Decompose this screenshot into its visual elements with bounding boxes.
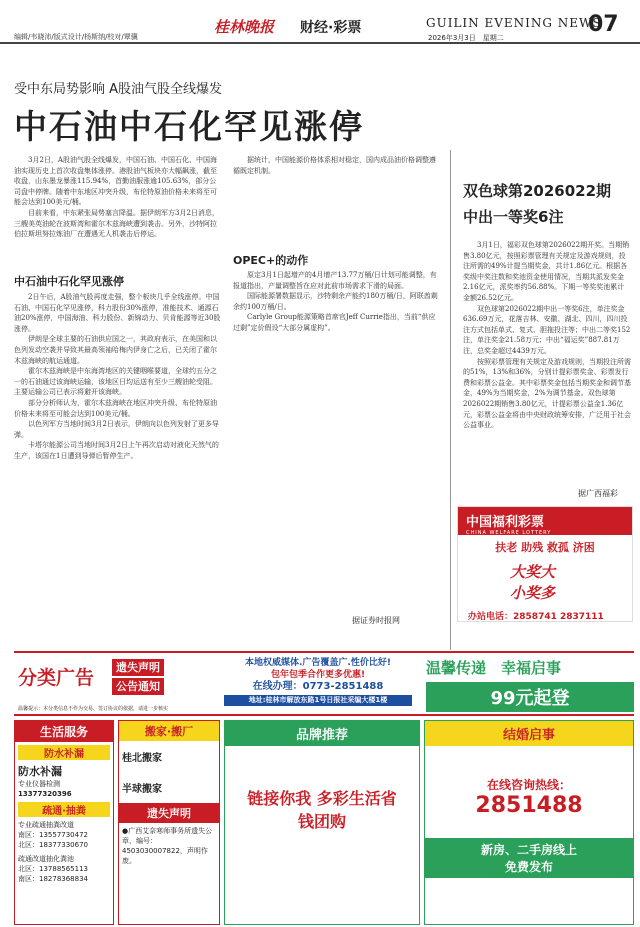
page-header — [0, 0, 640, 44]
pipe-south: 南区：13557730472 — [18, 831, 88, 839]
moving-ad — [118, 720, 220, 925]
pipe2-south: 南区：18278368834 — [18, 875, 88, 883]
welfare-banner — [458, 507, 632, 535]
paragraph: 3月2日，A股油气股全线爆发，中国石油、中国石化、中国海油实现历史上首次收盘集体涨停。港股油气板块亦大幅飙涨，截至收盘，山东墨龙暴涨115.94%，首勤油服涨逾105.63%，部分公司盘中停牌。随着中东地区冲突升级，布伦特原油价格未来将至可能会达到100美元/桶。 — [14, 156, 217, 207]
group-buy-slogan: 链接你我 多彩生活省钱团购 — [247, 789, 397, 831]
welfare-tagline — [510, 561, 632, 603]
ads-grid — [14, 720, 634, 925]
promo-2: 幸福启事 — [501, 659, 562, 677]
subheading: OPEC+的动作 — [233, 254, 309, 267]
welfare-english: CHINA WELFARE LOTTERY — [466, 530, 552, 536]
lottery-headline — [463, 178, 611, 230]
promo-price: 99元起登 — [426, 682, 634, 712]
column-divider — [450, 150, 451, 650]
housing-line1: 新房、二手房线上 — [480, 843, 577, 857]
paragraph: 按照彩票管理有关规定及游戏规则，当期投注所需的51%，13%和36%，分别计提彩票奖金、彩票发行费和彩票公益金。其中彩票奖金包括当期奖金和调节基金，49%为当期奖金，2%为调节基金。双色球第2026022期销售3.80亿元，计提彩票公益金1.36亿元，彩票公益金将由中央财政统筹安排，广泛用于社会公益事业。 — [463, 357, 631, 430]
tagline-2: 小奖多 — [510, 584, 556, 602]
housing-line2: 免费发布 — [504, 860, 553, 874]
classified-info — [224, 657, 412, 706]
paragraph: 目前来看，中东紧张局势塞言降温。据伊朗军方3月2日消息，三艘美英油轮在波斯湾和霍尔木兹海峡遭到袭击。另外，沙特阿拉伯拉斯坦努拉炼油厂在遭遇无人机袭击后停运。 — [14, 208, 219, 239]
subheading: 中石油中石化罕见涨停 — [14, 275, 124, 288]
page-number: 07 — [588, 12, 619, 37]
moving-header: 搬家·搬厂 — [119, 721, 219, 741]
pipe2-name: 疏通改道抽化粪池 — [18, 855, 74, 863]
paragraph: 伊朗是全球主要的石油供应国之一，其政府表示，在美国和以色列发动空袭并导致其最高领袖哈梅内伊身亡之后，已关闭了霍尔木兹海峡的航运通道。 — [14, 335, 217, 365]
welfare-name: 中国福利彩票 — [466, 515, 545, 530]
lost-notice: ●广西艾奈寒师事务所遗失公章，编号：4503030007822，声明作废。 — [122, 827, 213, 865]
lottery-article — [463, 240, 631, 480]
info-line3: 在线办理：0773-2851488 — [252, 681, 384, 692]
welfare-lottery-ad — [457, 506, 633, 622]
pipe2-north: 北区：13788565113 — [18, 865, 88, 873]
classified-tags — [112, 659, 164, 697]
paragraph: 霍尔木兹海峡是中东海湾地区的关键咽喉要道，全球约五分之一的石油通过该海峡运输，该地区日均运送有至少三艘油轮受阻。主要运输公司已表示将避开该海峡。 — [14, 367, 217, 397]
housing-header — [425, 838, 633, 878]
paragraph: 3月1日，福彩双色球第2026022期开奖。当期销售3.80亿元，按照彩票管理有关规定及游戏规则，投注所需的49%计提当期奖金，共计1.86亿元。根据各奖级中奖注数和奖池资金使用情况，当期共派发奖金2.16亿元，派奖率约56.88%。下期一等奖奖池累计金额26.52亿元。 — [463, 241, 630, 302]
wedding-hotline: 2851488 — [475, 793, 583, 818]
welfare-slogan: 扶老 助残 救孤 济困 — [495, 541, 595, 554]
welfare-phone — [468, 609, 632, 622]
info-address: 地址:桂林市解放东路1号日报社采编大楼1楼 — [224, 695, 412, 706]
tag-lost: 遗失声明 — [112, 659, 164, 676]
classified-note: 温馨提示：本分类信息不作为交易、签订协议的依据，请进一步核实 — [18, 706, 169, 712]
editor-credits: 编辑/韦晓沛/版式设计/杨斯纳/校对/覃骥 — [14, 33, 138, 41]
english-masthead: GUILIN EVENING NEWS — [426, 16, 602, 30]
pipe-name: 专业疏通抽粪改道 — [18, 821, 74, 829]
wedding-hotline-label: 在线咨询热线： — [486, 778, 571, 792]
paragraph: 2日午后，A股油气股再度走强，整个板块几乎全线涨停。中国石油、中国石化罕见涨停，科力股份30%涨停，准能技术、通源石油20%涨停，中国海油、科力股份、新锦动力、贝肯能源等近30股涨停。 — [14, 293, 221, 333]
lottery-headline-line1: 双色球第2026022期 — [463, 182, 612, 200]
section-name: 财经·彩票 — [300, 20, 362, 36]
info-line1: 本地权威媒体.广告覆盖广.性价比好! — [245, 658, 391, 668]
leak-header: 防水补漏 — [18, 745, 110, 760]
tag-notice: 公告通知 — [112, 678, 164, 695]
classified-promo — [426, 657, 634, 712]
pipe-header: 疏通·抽粪 — [18, 802, 110, 817]
phone-label: 办站电话： — [468, 612, 514, 622]
phone-number: 2858741 2837111 — [513, 612, 604, 622]
wedding-ad — [424, 720, 634, 925]
info-line2: 包年包季合作更多优惠! — [270, 670, 366, 680]
wedding-header: 结婚启事 — [425, 721, 633, 746]
moving-company-1: 桂北搬家 — [122, 753, 162, 764]
paragraph: 国际能源署数据显示，沙特剩余产能约180万桶/日，阿联酋剩余约100万桶/日。 — [233, 292, 438, 311]
moving-company-2: 半球搬家 — [122, 784, 162, 795]
paragraph: 部分分析师认为，霍尔木兹海峡在地区冲突升级、布伦特原油价格未来将至可能会达到100美元/桶。 — [14, 398, 217, 418]
article-source: 据证券时报网 — [352, 616, 400, 625]
paragraph: 卡塔尔能源公司当地时间3月2日上午再次启动对液化天然气的生产，该国在1日遭到导弹后暂停生产。 — [14, 441, 219, 460]
leak-name: 防水补漏 — [18, 765, 62, 778]
article-kicker: 受中东局势影响 A股油气股全线爆发 — [14, 82, 223, 97]
lost-header: 遗失声明 — [119, 803, 219, 823]
lottery-source: 据广西福彩 — [578, 489, 618, 498]
article-column-1 — [14, 155, 221, 275]
leak-phone: 13377320396 — [18, 790, 72, 798]
paragraph: 双色球第2026022期中出一等奖6注，单注奖金636.69万元，花落吉林、安徽、湖北、四川，四川投注方式包括单式、复式、胆拖投注等；中出二等奖152注，单注奖金21.58万元；中出“福运奖”887.81万注，总奖金超过4439万元。 — [463, 304, 631, 355]
article-column-1b — [14, 292, 221, 647]
newspaper-logo: 桂林晚报 — [214, 18, 275, 36]
promo-1: 温馨传递 — [426, 659, 487, 677]
tagline-1: 大奖大 — [510, 563, 556, 581]
article-column-2 — [233, 155, 440, 247]
paragraph: 原定3月1日起增产的4月增产13.77万桶/日计划可能调整，有报道指出，产量调整旨在应对此前市场需求下滑的局面。 — [233, 271, 437, 290]
paragraph: Carlyle Group能源策略首席官Jeff Currie指出，当前“供应过剩”定价假设“大部分属虚构”。 — [233, 313, 436, 332]
brand-header: 品牌推荐 — [225, 721, 419, 746]
paragraph: 以色列军方当地时间3月2日表示，伊朗向以色列发射了更多导弹。 — [14, 420, 219, 439]
classified-title: 分类广告 — [18, 667, 95, 689]
lottery-headline-line2: 中出一等奖6注 — [463, 208, 564, 226]
brand-promo-ad — [224, 720, 420, 925]
article-headline: 中石油中石化罕见涨停 — [14, 107, 364, 146]
paragraph: 据统计，中国能源价格体系相对稳定，国内成品油价格调整遵循既定机制。 — [233, 156, 436, 175]
issue-date: 2026年3月3日 星期二 — [428, 34, 504, 42]
services-header: 生活服务 — [15, 721, 113, 742]
life-services-ad — [14, 720, 114, 925]
classified-ads-banner — [14, 651, 634, 716]
leak-label: 专业仪器检测 — [18, 780, 60, 788]
pipe-north: 北区：18377330670 — [18, 841, 88, 849]
article-column-2b — [233, 270, 440, 610]
